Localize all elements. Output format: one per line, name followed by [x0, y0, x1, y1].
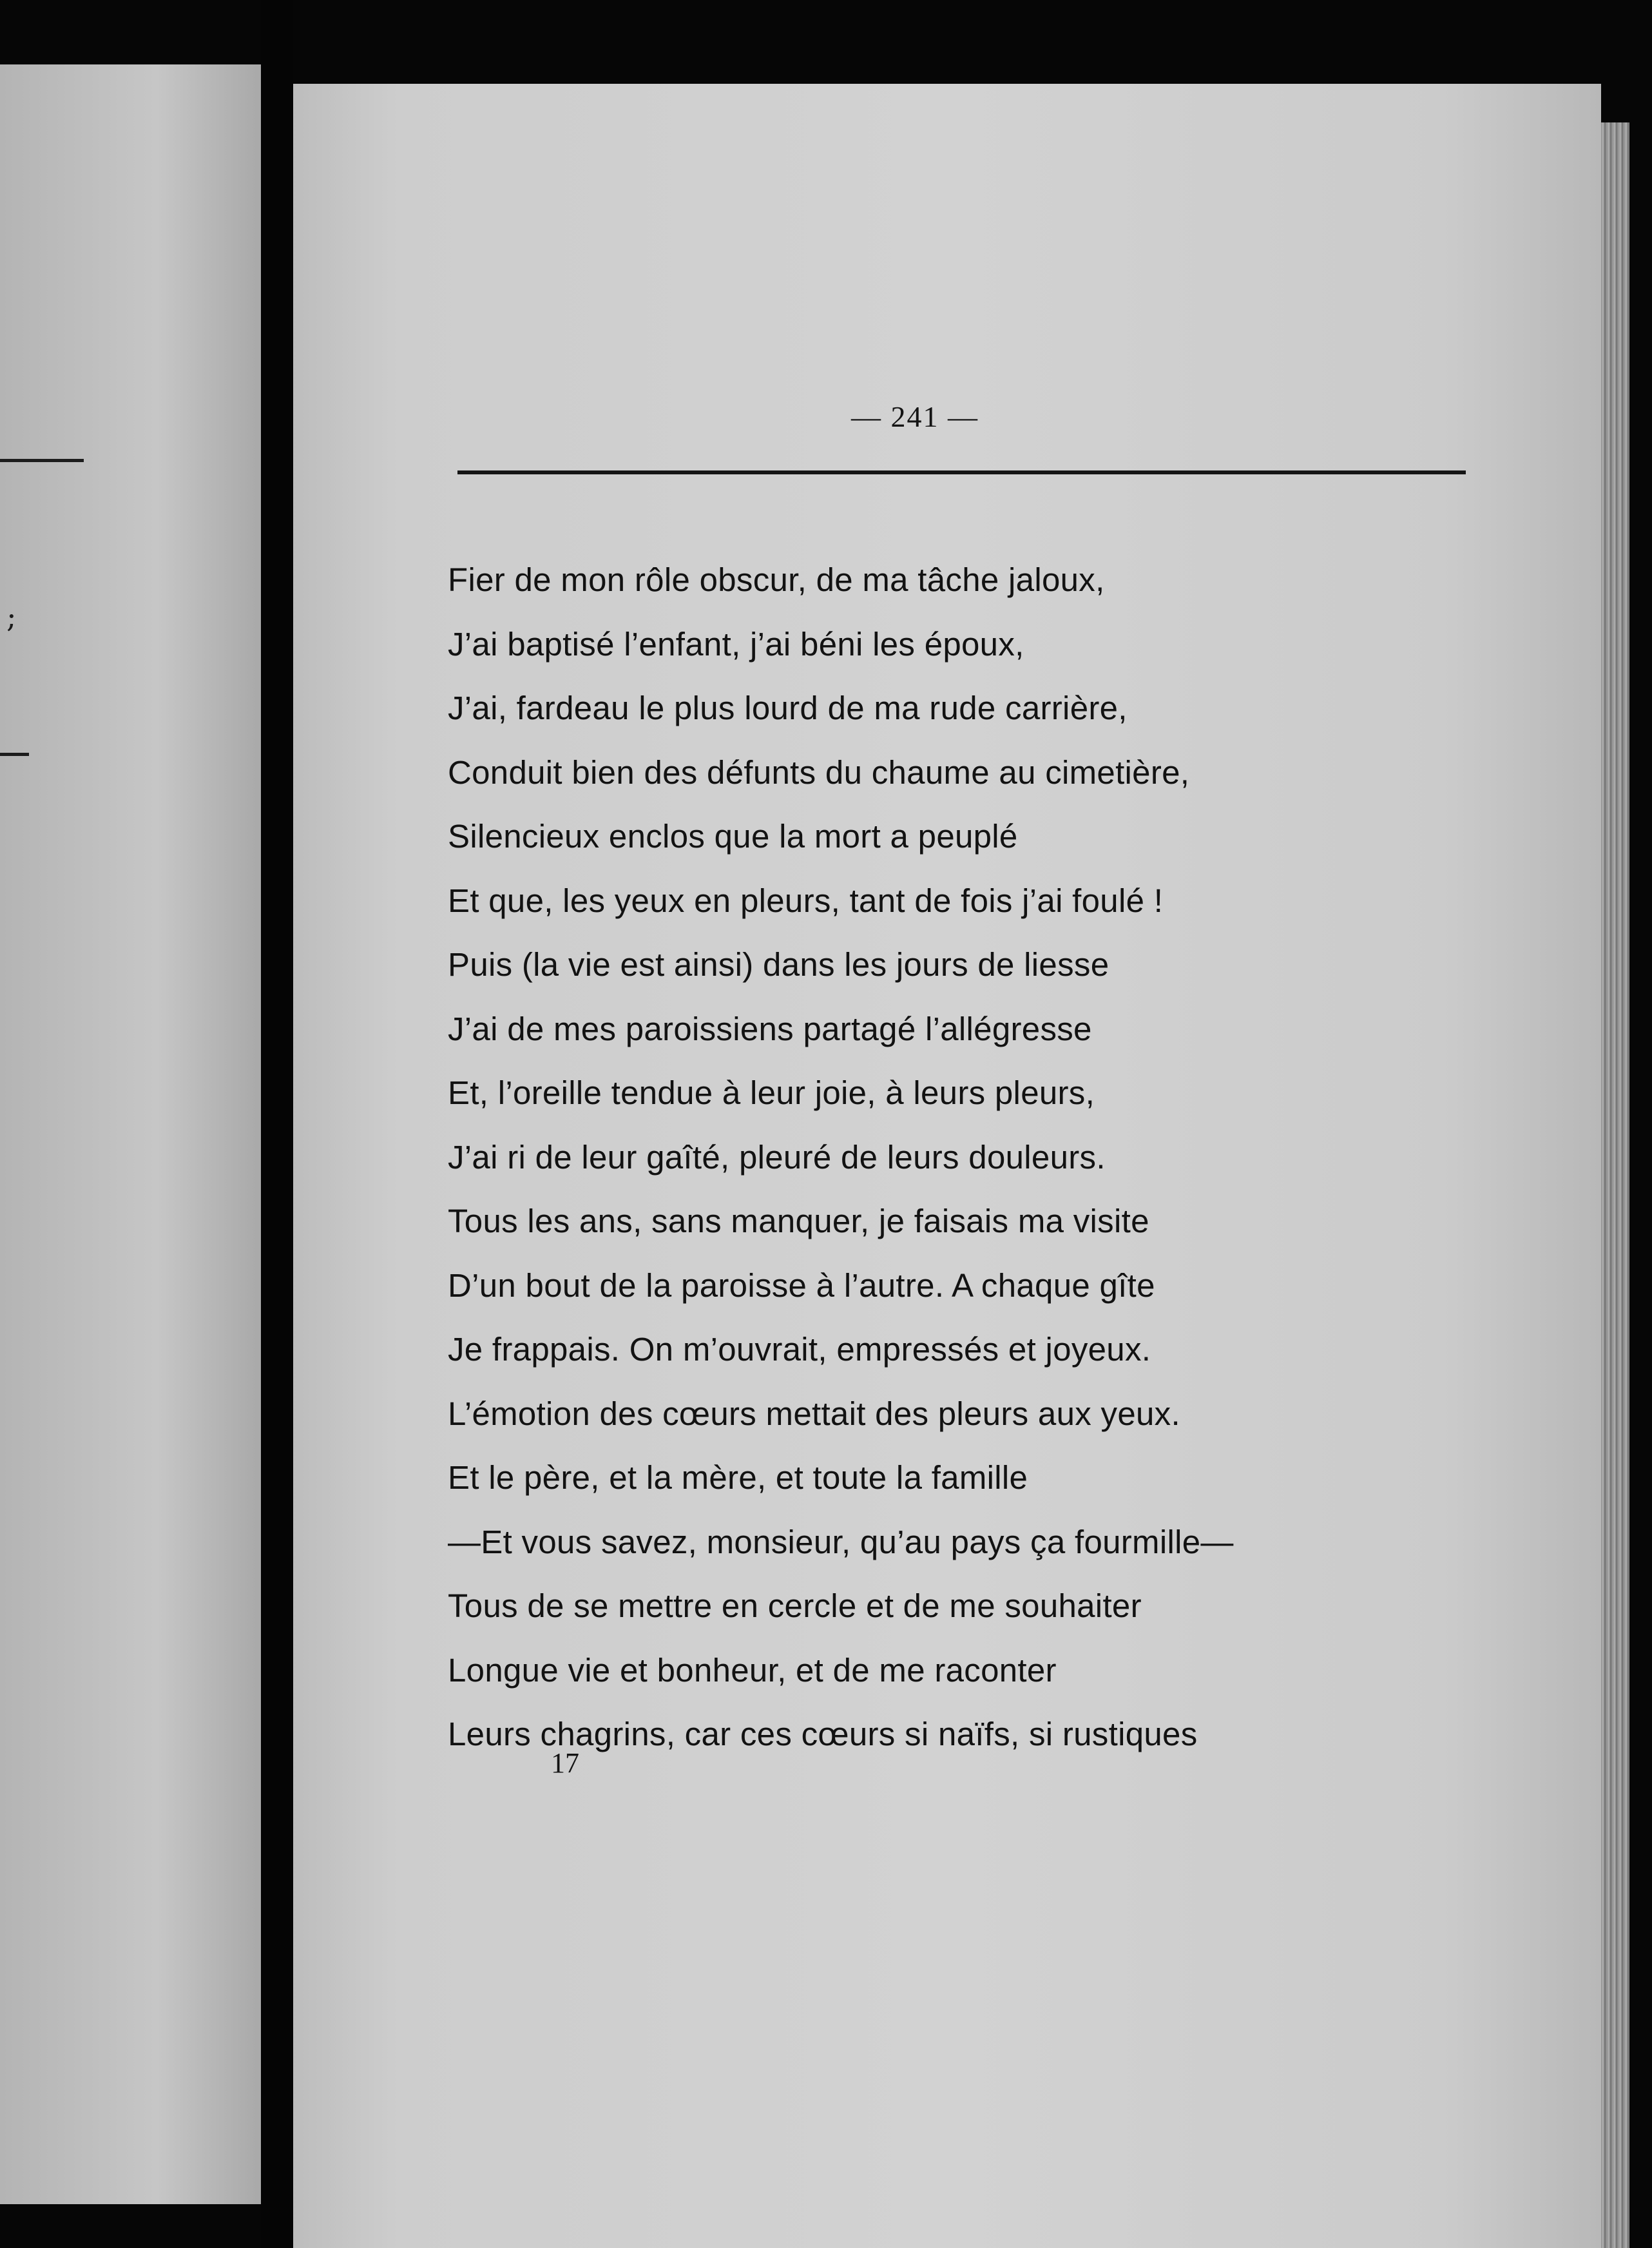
verse-line: Leurs chagrins, car ces cœurs si naïfs, si rustiques: [448, 1716, 1198, 1752]
verse-line: J’ai de mes paroissiens partagé l’allégresse: [448, 1010, 1092, 1047]
left-page-rule-bottom: [0, 753, 29, 756]
verse-line: Tous de se mettre en cercle et de me souhaiter: [448, 1587, 1142, 1624]
verse-line: Fier de mon rôle obscur, de ma tâche jaloux,: [448, 561, 1105, 598]
left-page-rule-top: [0, 459, 84, 462]
left-page-fragment: [0, 64, 261, 2204]
signature-mark: 17: [551, 1747, 579, 1779]
left-page-punctuation: ;: [6, 599, 17, 634]
verse-block: [448, 548, 1582, 1767]
page-number: — 241 —: [851, 400, 979, 433]
verse-line: Et que, les yeux en pleurs, tant de fois j’ai foulé !: [448, 882, 1164, 919]
verse-line: Et le père, et la mère, et toute la famille: [448, 1459, 1028, 1496]
verse-line: Puis (la vie est ainsi) dans les jours de liesse: [448, 946, 1109, 983]
verse-line: —Et vous savez, monsieur, qu’au pays ça fourmille—: [448, 1523, 1234, 1560]
verse-line: J’ai baptisé l’enfant, j’ai béni les époux,: [448, 625, 1024, 663]
verse-line: Je frappais. On m’ouvrait, empressés et joyeux.: [448, 1331, 1151, 1368]
verse-line: L’émotion des cœurs mettait des pleurs aux yeux.: [448, 1395, 1180, 1432]
verse-line: Conduit bien des défunts du chaume au cimetière,: [448, 753, 1190, 791]
verse-line: Longue vie et bonheur, et de me raconter: [448, 1651, 1057, 1689]
book-gutter: [261, 0, 293, 2248]
page-edge-strip: [1601, 122, 1629, 2248]
verse-line: J’ai ri de leur gaîté, pleuré de leurs douleurs.: [448, 1138, 1106, 1176]
verse-line: Tous les ans, sans manquer, je faisais ma visite: [448, 1203, 1149, 1239]
verse-line: J’ai, fardeau le plus lourd de ma rude carrière,: [448, 690, 1128, 726]
page-header: [293, 400, 1601, 434]
header-rule: [457, 470, 1466, 474]
verse-line: Silencieux enclos que la mort a peuplé: [448, 818, 1018, 855]
verse-line: Et, l’oreille tendue à leur joie, à leurs pleurs,: [448, 1074, 1095, 1111]
verse-line: D’un bout de la paroisse à l’autre. A chaque gîte: [448, 1266, 1155, 1304]
main-page: [293, 84, 1601, 2248]
